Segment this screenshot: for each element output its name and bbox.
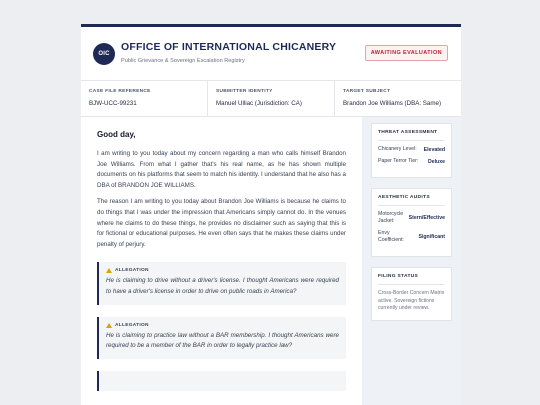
sidebar: [362, 117, 461, 405]
content-area: [81, 117, 461, 405]
allegation-header: [106, 268, 339, 273]
threat-key: Chicanery Level:: [378, 146, 417, 152]
card-title: FILING STATUS: [378, 274, 445, 285]
header-titles: [121, 41, 336, 64]
threat-row: [378, 146, 445, 153]
meta-label: SUBMITTER IDENTITY: [216, 89, 273, 94]
page-title: OFFICE OF INTERNATIONAL CHICANERY: [121, 41, 337, 53]
card-title: THREAT ASSESSMENT: [378, 130, 445, 141]
threat-value: Elevated: [423, 146, 445, 153]
oic-seal-icon: OIC: [93, 43, 115, 65]
aesthetic-audits-card: [371, 188, 452, 257]
meta-label: CASE FILE REFERENCE: [89, 89, 151, 94]
status-badge: AWAITING EVALUATION: [365, 45, 448, 61]
case-meta-row: [81, 81, 461, 117]
page-header: [81, 27, 461, 81]
case-sheet: [81, 24, 461, 405]
filing-status-card: [371, 267, 452, 321]
meta-value: Brandon Joe Williams (DBA: Same): [343, 100, 441, 107]
card-title: AESTHETIC AUDITS: [378, 195, 445, 206]
allegation-block-partial: [97, 371, 346, 391]
threat-key: Paper Terror Tier:: [378, 158, 419, 164]
audit-value: Stern/Effective: [408, 215, 445, 221]
allegation-text: He is claiming to drive without a driver's license. I thought Americans were required to have a driver's license in order to drive on public roads in America?: [106, 277, 339, 295]
filing-status-text: Cross-Border Concern Matrix active. Sovereign fictions currently under review.: [378, 290, 445, 312]
meta-case-reference: [81, 81, 208, 116]
allegation-header: [106, 323, 339, 328]
threat-value: Deluxe: [427, 158, 445, 165]
threat-assessment-card: [371, 123, 452, 178]
audit-key: Envy Coefficient:: [378, 230, 404, 243]
allegation-block: [97, 317, 346, 359]
audit-row: [378, 211, 445, 225]
warning-triangle-icon: [106, 268, 112, 273]
letter-greeting: Good day,: [97, 130, 136, 139]
threat-row: [378, 158, 445, 165]
audit-row: [378, 230, 445, 244]
letter-paragraph: I am writing to you today about my concern regarding a man who calls himself Brandon Joe Williams. From what I gather that's his real name, as he has shown multiple documents on his platforms that seem to match his identity. I understand that he also has a DBA of BRANDON JOE WILLIAMS.: [97, 150, 346, 189]
audit-key: Motorcycle Jacket:: [378, 211, 404, 224]
allegation-label: ALLEGATION: [115, 322, 149, 328]
letter-paragraph: The reason I am writing to you today about Brandon Joe Williams is because he claims to do things that I was under the impression that Americans simply cannot do. In the venues where he claims to do these things, he provides no disclaimer such as saying that this is for fictional or educational purposes. He even often says that he makes these claims under penalty of perjury.: [97, 198, 346, 248]
meta-target: [335, 81, 461, 116]
meta-submitter: [208, 81, 335, 116]
warning-triangle-icon: [106, 323, 112, 328]
allegation-block: [97, 262, 346, 304]
meta-value: Manuel Ulliac (Jurisdiction: CA): [216, 100, 302, 107]
meta-value: BJW-UCC-99231: [89, 100, 137, 107]
allegation-text: He is claiming to practice law without a BAR membership. I thought Americans were required to be a member of the BAR in order to legally practice law?: [106, 331, 339, 350]
meta-label: TARGET SUBJECT: [343, 89, 391, 94]
page-subtitle: Public Grievance & Sovereign Escalation Registry: [121, 58, 245, 64]
audit-value: Significant: [418, 234, 445, 240]
letter-body: [81, 117, 362, 405]
allegation-label: ALLEGATION: [115, 268, 149, 274]
